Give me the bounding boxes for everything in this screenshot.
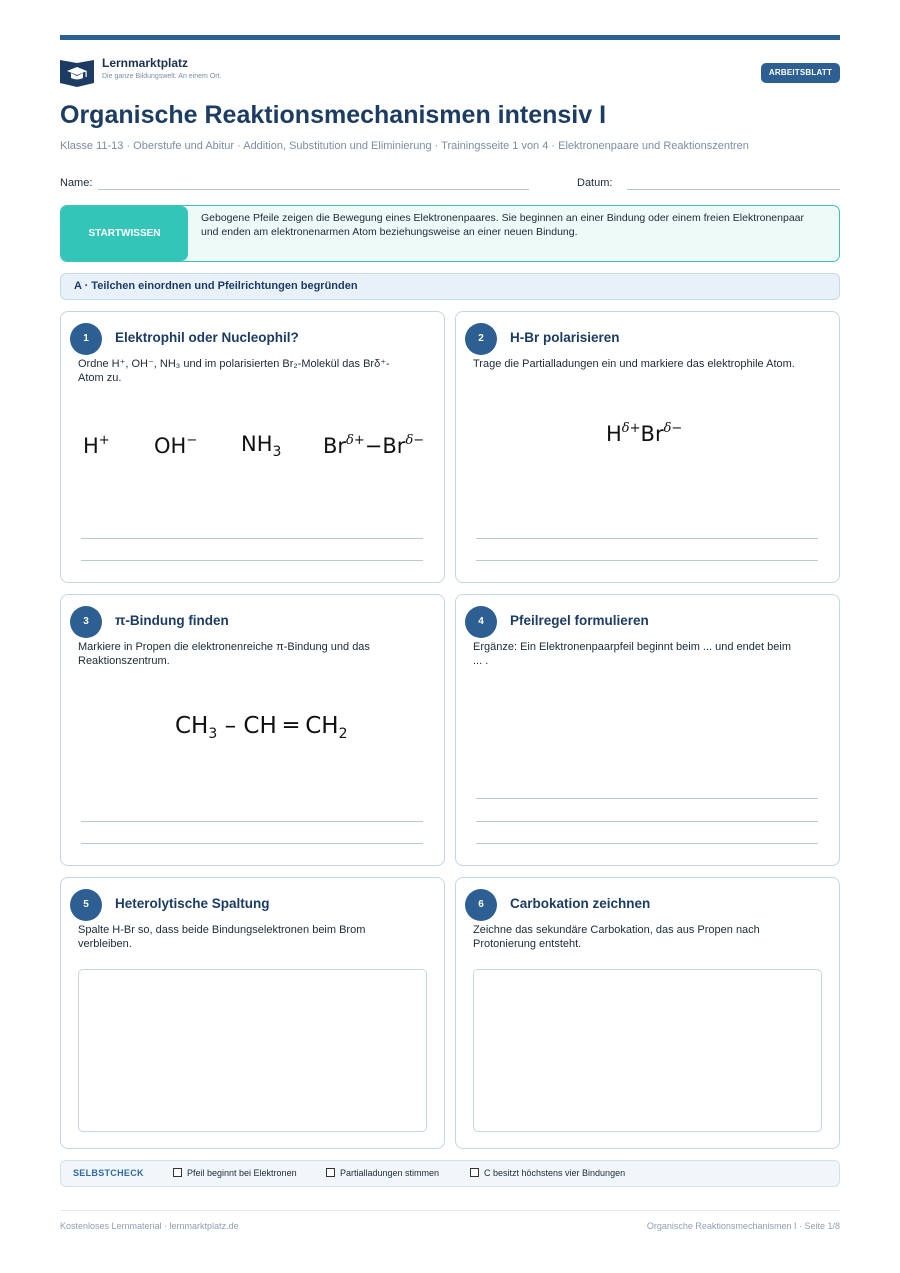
answer-line[interactable] xyxy=(476,538,818,539)
selbstcheck-item[interactable]: Pfeil beginnt bei Elektronen xyxy=(173,1161,297,1186)
page-subtitle: Klasse 11-13 · Oberstufe und Abitur · Addition, Substitution und Eliminierung · Trainingsseite 1 von 4 · Elektronenpaare und Reaktionszentren xyxy=(60,140,749,152)
answer-line[interactable] xyxy=(476,843,818,844)
checkbox[interactable] xyxy=(173,1168,182,1177)
answer-line[interactable] xyxy=(81,843,423,844)
graduation-cap-logo-icon xyxy=(60,56,94,88)
formula-oh-minus: OH− xyxy=(154,433,198,458)
checkbox[interactable] xyxy=(470,1168,479,1177)
task-number: 3 xyxy=(70,606,102,638)
answer-line[interactable] xyxy=(476,821,818,822)
task-text: Markiere in Propen die elektronenreiche π-Bindung und das Reaktionszentrum. xyxy=(78,641,370,667)
startwissen-text: Gebogene Pfeile zeigen die Bewegung eines Elektronenpaares. Sie beginnen an einer Bindung oder einem freien Elektronenpaar und enden am elektronenarmen Atom beziehungsweise an einer neuen Bindung. xyxy=(201,212,805,238)
formula-nh3: $NH_3$ xyxy=(241,432,282,460)
task-text: Spalte H-Br so, dass beide Bindungselektronen beim Brom verbleiben. xyxy=(78,924,366,950)
task-title: H-Br polarisieren xyxy=(510,330,620,345)
task-title: Carbokation zeichnen xyxy=(510,896,651,911)
date-field[interactable] xyxy=(627,189,840,190)
task-card-2 xyxy=(455,311,840,583)
worksheet-page xyxy=(60,0,840,1273)
name-field[interactable] xyxy=(98,189,529,190)
formula-hbr-polarized: $H^{\delta+}Br^{\delta-}$ xyxy=(606,421,683,446)
answer-line[interactable] xyxy=(81,560,423,561)
task-number: 6 xyxy=(465,889,497,921)
task-card-1 xyxy=(60,311,445,583)
task-text: Trage die Partialladungen ein und markiere das elektrophile Atom. xyxy=(473,358,795,370)
formula-br2-polarized: $Br^{\delta+}-Br^{\delta-}$ xyxy=(323,433,425,458)
formula-h-plus: H+ xyxy=(83,433,110,458)
answer-line[interactable] xyxy=(476,560,818,561)
selbstcheck-item[interactable]: Partialladungen stimmen xyxy=(326,1161,439,1186)
section-a-heading: A · Teilchen einordnen und Pfeilrichtungen begründen xyxy=(60,273,840,300)
task-number: 5 xyxy=(70,889,102,921)
worksheet-badge: ARBEITSBLATT xyxy=(761,63,840,83)
selbstcheck-item[interactable]: C besitzt höchstens vier Bindungen xyxy=(470,1161,625,1186)
startwissen-tag: STARTWISSEN xyxy=(61,206,188,261)
task-card-6 xyxy=(455,877,840,1149)
task-text: Ergänze: Ein Elektronenpaarpfeil beginnt beim ... und endet beim ... . xyxy=(473,641,791,667)
task-number: 4 xyxy=(465,606,497,638)
task-number: 2 xyxy=(465,323,497,355)
footer-source: Kostenloses Lernmaterial · lernmarktplatz.de xyxy=(60,1221,239,1231)
brand-name: Lernmarktplatz xyxy=(102,56,189,70)
task-text: Zeichne das sekundäre Carbokation, das aus Propen nach Protonierung entsteht. xyxy=(473,924,760,950)
answer-line[interactable] xyxy=(81,821,423,822)
name-label: Name: xyxy=(60,177,93,189)
footer-divider xyxy=(60,1210,840,1211)
selbstcheck-label: SELBSTCHECK xyxy=(73,1168,144,1178)
footer-page-info: Organische Reaktionsmechanismen I · Seite 1/8 xyxy=(646,1221,840,1231)
drawing-area[interactable] xyxy=(78,969,427,1132)
task-title: Pfeilregel formulieren xyxy=(510,613,649,628)
task-text: Ordne H⁺, OH⁻, NH₃ und im polarisierten Br₂-Molekül das Brδ⁺-Atom zu. xyxy=(78,358,390,384)
startwissen-box xyxy=(60,205,840,262)
task-card-5 xyxy=(60,877,445,1149)
checkbox[interactable] xyxy=(326,1168,335,1177)
brand-tagline: Die ganze Bildungswelt. An einem Ort. xyxy=(102,73,222,80)
brand xyxy=(60,56,221,88)
date-label: Datum: xyxy=(577,177,613,189)
selbstcheck-bar xyxy=(60,1160,840,1187)
task-title: Heterolytische Spaltung xyxy=(115,896,270,911)
task-number: 1 xyxy=(70,323,102,355)
task-title: π-Bindung finden xyxy=(115,613,229,628)
task-card-4 xyxy=(455,594,840,866)
answer-line[interactable] xyxy=(81,538,423,539)
formula-propene: $CH_3$ – CH ═ $CH_2$ xyxy=(175,713,348,742)
task-card-3 xyxy=(60,594,445,866)
answer-line[interactable] xyxy=(476,798,818,799)
task-title: Elektrophil oder Nucleophil? xyxy=(115,330,299,345)
drawing-area[interactable] xyxy=(473,969,822,1132)
top-accent-bar xyxy=(60,35,840,40)
page-title: Organische Reaktionsmechanismen intensiv I xyxy=(60,101,607,129)
